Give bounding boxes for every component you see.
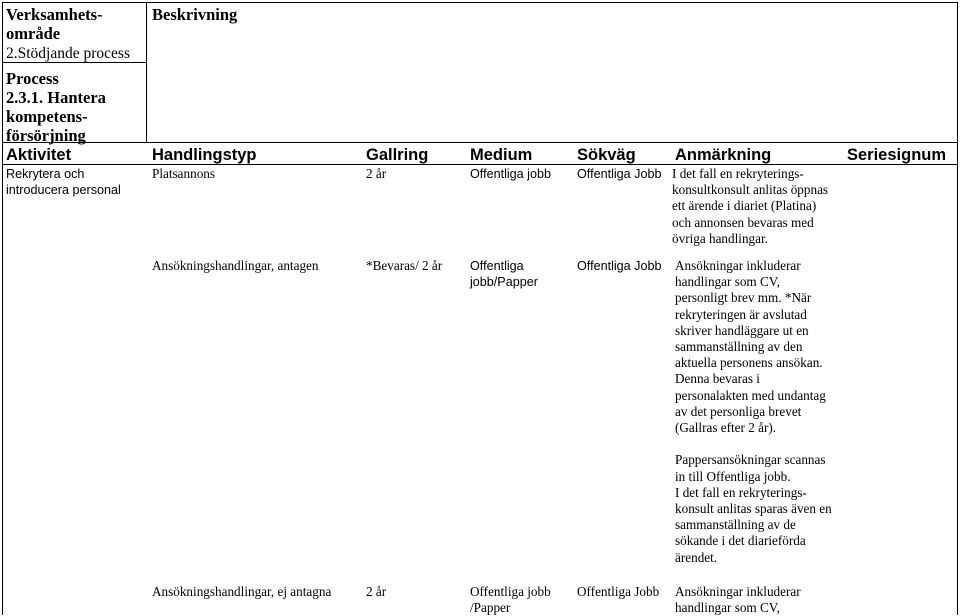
process-label: [6, 69, 144, 145]
row1-handlingstyp: Platsannons: [152, 166, 216, 181]
table-border-header-bottom: [2, 142, 958, 143]
beskrivning-label: Beskrivning: [152, 5, 238, 24]
process-label-line2: kompetens-: [6, 107, 88, 126]
row1-medium: Offentliga jobb: [470, 167, 551, 181]
column-header-gallring: Gallring: [366, 146, 429, 164]
row3-medium: Offentliga jobb /Papper: [470, 584, 551, 616]
process-label-line3: försörjning: [6, 126, 86, 145]
process-label-line1: 2.3.1. Hantera: [6, 88, 106, 107]
row3-anmarkning: Ansökningar inkluderar handlingar som CV,: [675, 584, 801, 616]
column-header-aktivitet: Aktivitet: [6, 146, 72, 164]
column-header-anmarkning: Anmärkning: [675, 146, 772, 164]
row3-handlingstyp: Ansökningshandlingar, ej antagna: [152, 584, 332, 599]
row2-medium: Offentliga jobb/Papper: [470, 259, 538, 290]
row3-sokvag: Offentliga Jobb: [577, 584, 660, 599]
table-border-top: [2, 2, 958, 3]
column-header-seriesignum: Seriesignum: [847, 146, 947, 164]
row2-gallring: *Bevaras/ 2 år: [366, 258, 443, 273]
column-header-medium: Medium: [470, 146, 533, 164]
row2-handlingstyp: Ansökningshandlingar, antagen: [152, 258, 319, 273]
row1-gallring: 2 år: [366, 166, 387, 181]
process-label-title: Process: [6, 69, 59, 88]
column-header-sokvag: Sökväg: [577, 146, 636, 164]
table-border-right: [957, 2, 958, 615]
table-border-left: [2, 2, 3, 615]
column-header-handlingstyp: Handlingstyp: [152, 146, 257, 164]
verksamhetsomrade-label-line1: Verksamhets-: [6, 5, 103, 24]
row3-gallring: 2 år: [366, 584, 387, 599]
verksamhetsomrade-label: [6, 5, 144, 63]
row1-sokvag: Offentliga Jobb: [577, 167, 662, 181]
row1-aktivitet: Rekrytera och introducera personal: [6, 167, 121, 198]
row1-anmarkning: I det fall en rekryterings- konsultkonsult anlitas öppnas ett ärende i diariet (Platina) och annonsen bevaras med övriga handlingar.: [672, 166, 829, 246]
row2-sokvag: Offentliga Jobb: [577, 259, 662, 273]
row2-anmarkning: Ansökningar inkluderar handlingar som CV, personligt brev mm. *När rekryteringen är avslutad skriver handläggare ut en sammanställning av den aktuella personens ansökan. Denna bevaras i personalakten med undantag av det personliga brevet (Gallras efter 2 år). Pappersansökningar scannas in till Offentliga jobb. I det fall en rekryterings- konsult anlitas sparas även en sammanställning av de sökande i det diarieförda ärendet.: [675, 258, 832, 565]
verksamhetsomrade-value: 2.Stödjande process: [6, 45, 130, 62]
table-border-header-divider: [146, 2, 147, 142]
verksamhetsomrade-label-line2: område: [6, 24, 61, 43]
